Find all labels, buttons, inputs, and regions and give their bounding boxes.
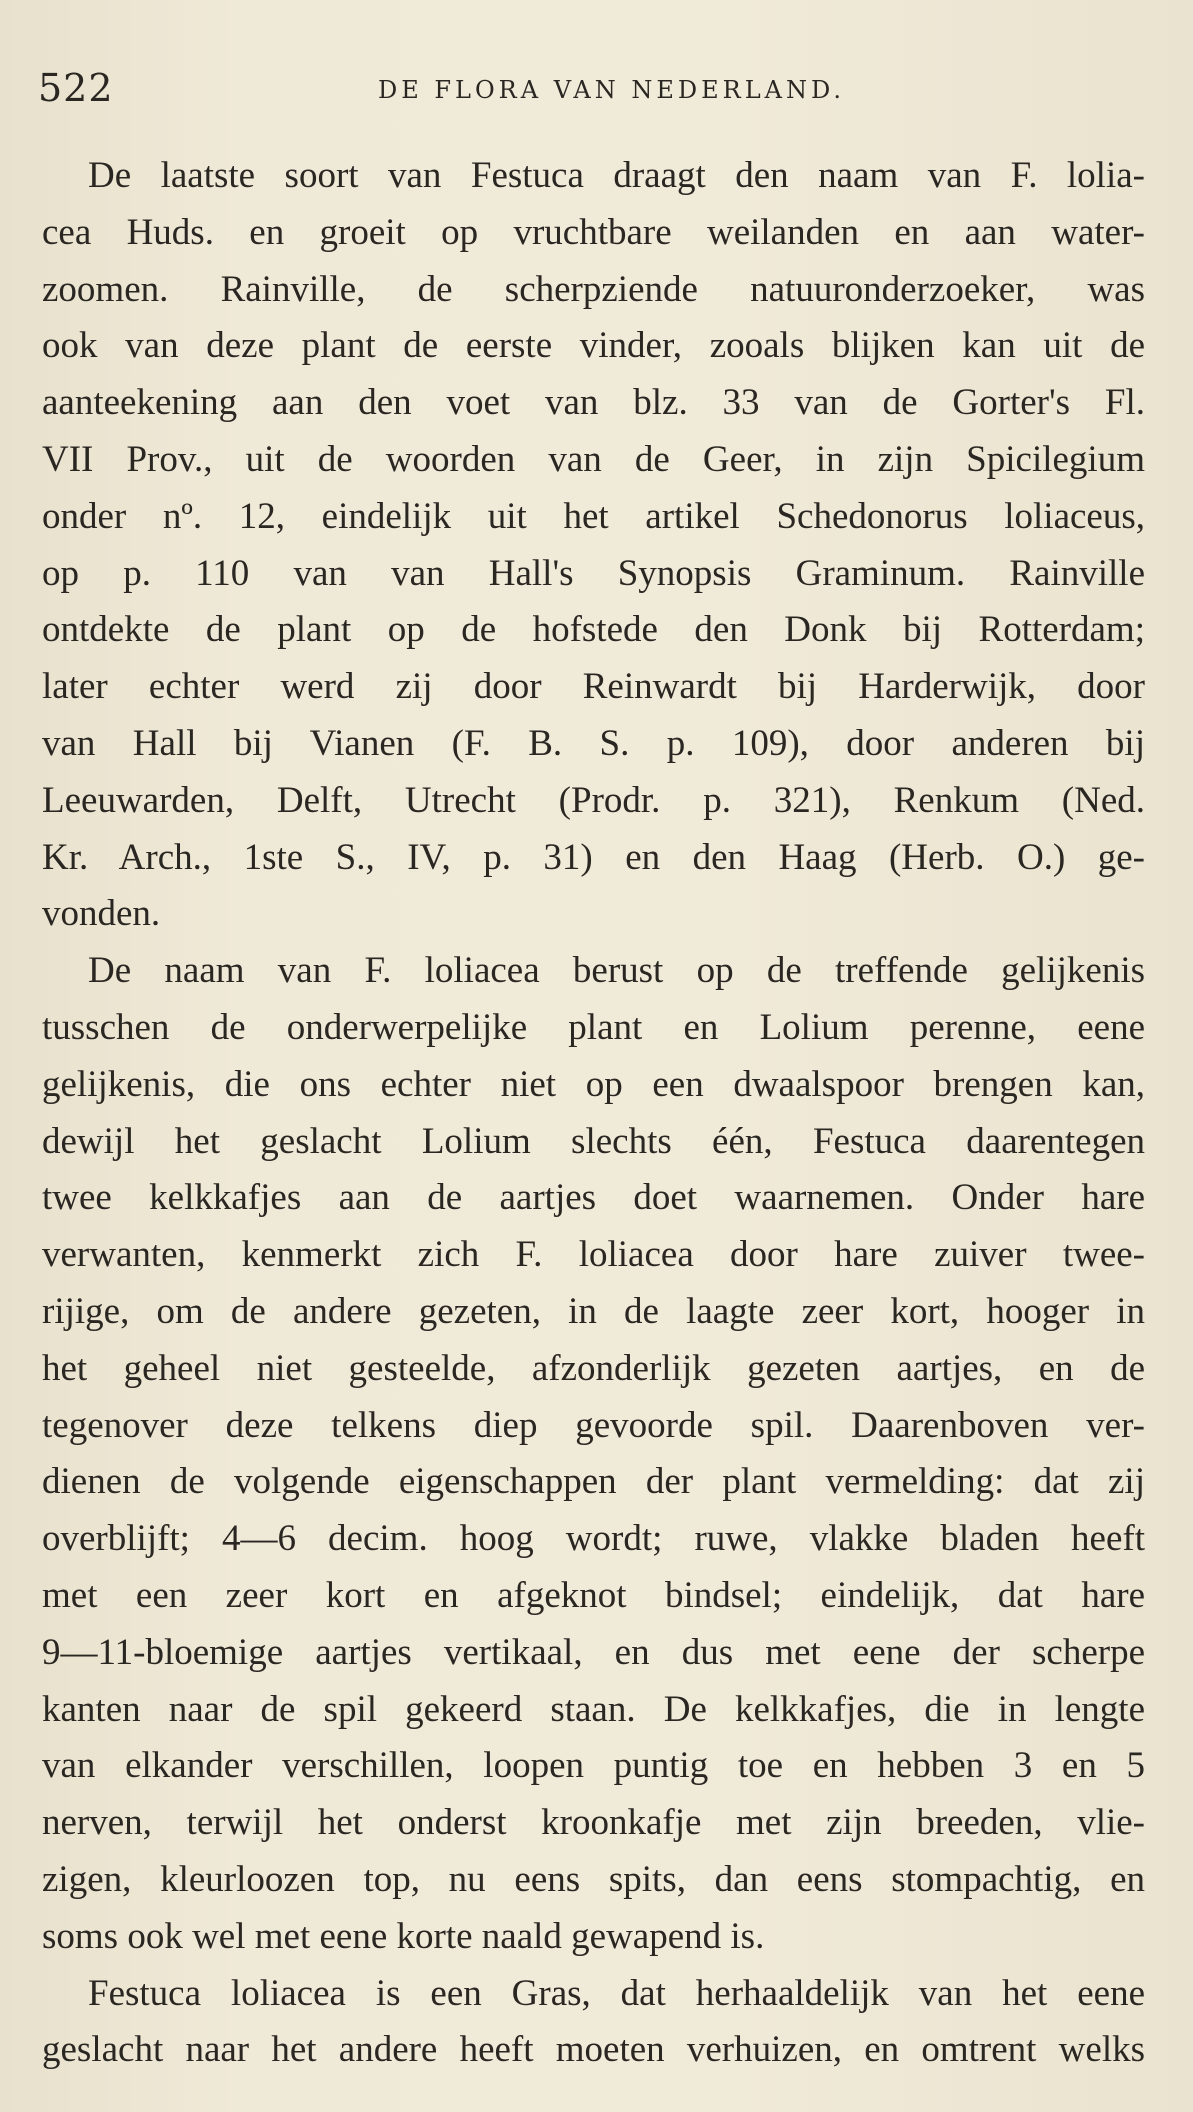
text-line: Leeuwarden, Delft, Utrecht (Prodr. p. 321), Renkum (Ned.: [42, 779, 1145, 821]
text-line: kanten naar de spil gekeerd staan. De kelkkafjes, die in lengte: [42, 1688, 1145, 1730]
text-line: cea Huds. en groeit op vruchtbare weilanden en aan water-: [42, 211, 1145, 253]
paragraph-2: [42, 943, 1145, 1965]
paragraph-3: [42, 1966, 1145, 2080]
text-line: twee kelkkafjes aan de aartjes doet waarnemen. Onder hare: [42, 1177, 1145, 1219]
text-line: VII Prov., uit de woorden van de Geer, in zijn Spicilegium: [42, 438, 1145, 480]
paragraph-1: [42, 148, 1145, 943]
text-line: geslacht naar het andere heeft moeten verhuizen, en omtrent welks: [42, 2029, 1145, 2071]
text-line: 9—11-bloemige aartjes vertikaal, en dus met eene der scherpe: [42, 1631, 1145, 1673]
text-line: vonden.: [42, 893, 161, 935]
text-line: aanteekening aan den voet van blz. 33 van de Gorter's Fl.: [42, 382, 1145, 424]
text-line: het geheel niet gesteelde, afzonderlijk gezeten aartjes, en de: [42, 1347, 1145, 1389]
body-text: [42, 148, 1145, 2079]
text-line: zigen, kleurloozen top, nu eens spits, dan eens stompachtig, en: [42, 1858, 1145, 1900]
text-line: zoomen. Rainville, de scherpziende natuuronderzoeker, was: [42, 268, 1145, 310]
text-line: later echter werd zij door Reinwardt bij Harderwijk, door: [42, 666, 1145, 708]
text-line: met een zeer kort en afgeknot bindsel; eindelijk, dat hare: [42, 1574, 1145, 1616]
text-line: tegenover deze telkens diep gevoorde spil. Daarenboven ver-: [42, 1404, 1145, 1446]
text-line: Kr. Arch., 1ste S., IV, p. 31) en den Haag (Herb. O.) ge-: [42, 836, 1145, 878]
text-line: dewijl het geslacht Lolium slechts één, Festuca daarentegen: [42, 1120, 1145, 1162]
text-line: van elkander verschillen, loopen puntig toe en hebben 3 en 5: [42, 1745, 1145, 1787]
text-line: Festuca loliacea is een Gras, dat herhaaldelijk van het eene: [88, 1972, 1145, 2014]
text-line: rijige, om de andere gezeten, in de laagte zeer kort, hooger in: [42, 1290, 1145, 1332]
text-line: overblijft; 4—6 decim. hoog wordt; ruwe, vlakke bladen heeft: [42, 1518, 1145, 1560]
page-header: [38, 62, 1145, 122]
text-line: van Hall bij Vianen (F. B. S. p. 109), door anderen bij: [42, 722, 1145, 764]
text-line: gelijkenis, die ons echter niet op een dwaalspoor brengen kan,: [42, 1063, 1145, 1105]
running-title: DE FLORA VAN NEDERLAND.: [378, 76, 845, 104]
text-line: onder nº. 12, eindelijk uit het artikel Schedonorus loliaceus,: [42, 495, 1145, 537]
text-line: dienen de volgende eigenschappen der plant vermelding: dat zij: [42, 1461, 1145, 1503]
text-line: soms ook wel met eene korte naald gewapend is.: [42, 1915, 765, 1957]
page-number: 522: [38, 66, 114, 110]
text-line: De laatste soort van Festuca draagt den naam van F. lolia-: [88, 155, 1145, 196]
text-line: op p. 110 van van Hall's Synopsis Graminum. Rainville: [42, 552, 1145, 594]
text-line: tusschen de onderwerpelijke plant en Lolium perenne, eene: [42, 1006, 1145, 1048]
text-line: De naam van F. loliacea berust op de treffende gelijkenis: [88, 950, 1145, 992]
text-line: ontdekte de plant op de hofstede den Donk bij Rotterdam;: [42, 609, 1145, 651]
text-line: ook van deze plant de eerste vinder, zooals blijken kan uit de: [42, 325, 1145, 367]
text-line: nerven, terwijl het onderst kroonkafje met zijn breeden, vlie-: [42, 1802, 1145, 1844]
text-line: verwanten, kenmerkt zich F. loliacea door hare zuiver twee-: [42, 1234, 1145, 1276]
